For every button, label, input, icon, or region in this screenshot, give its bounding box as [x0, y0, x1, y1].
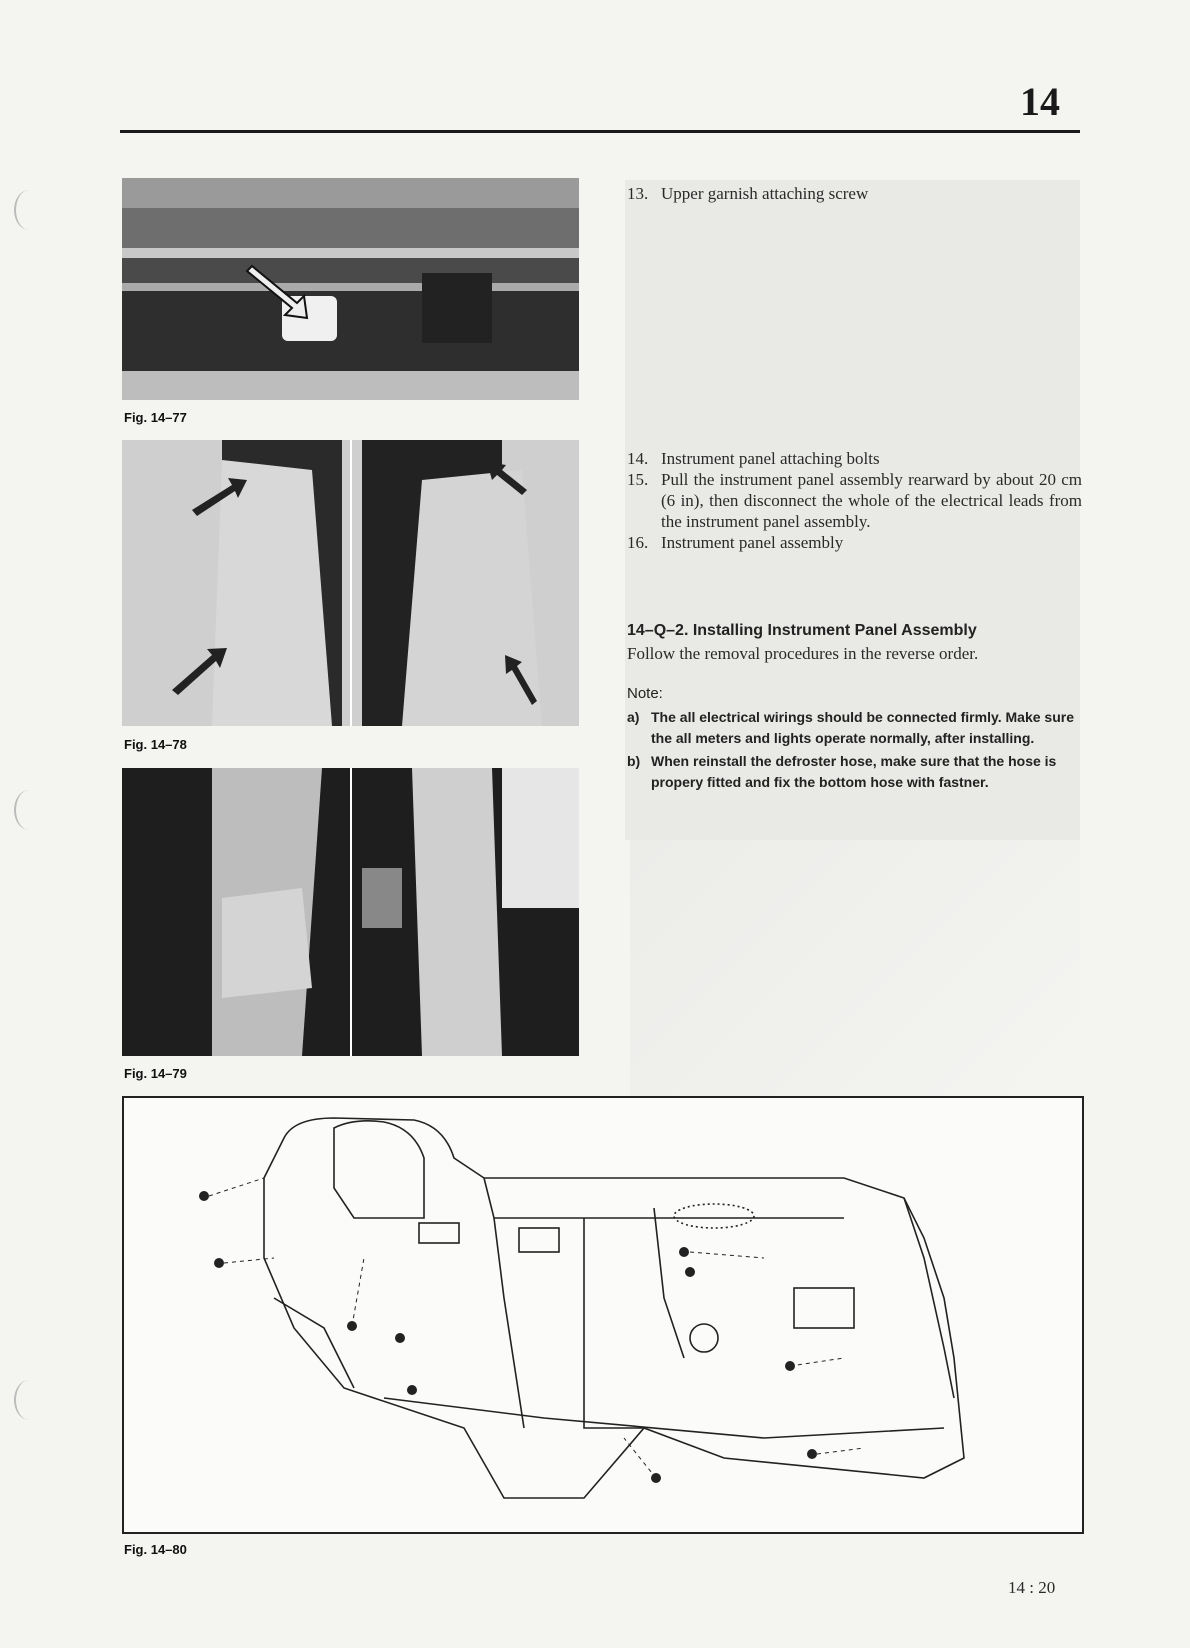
margin-mark: [14, 1380, 44, 1420]
page-number: 14 : 20: [1008, 1578, 1056, 1597]
photo-fig-14-78: [122, 440, 579, 726]
step-text: Upper garnish attaching screw: [661, 184, 869, 203]
caption-fig-14-80: Fig. 14–80: [124, 1542, 187, 1557]
chapter-number: 14: [1020, 79, 1060, 124]
photo-fig-14-77: [122, 178, 579, 400]
step-text: Pull the instrument panel assembly rearward by about 20 cm (6 in), then disconnect the whole of the electrical leads from the instrument panel assembly.: [661, 470, 1082, 531]
note-list: [627, 707, 1082, 793]
header-rule: [120, 130, 1080, 133]
note-item-b: [627, 751, 1082, 793]
section-heading: 14–Q–2. Installing Instrument Panel Assembly: [627, 622, 977, 639]
step-13: [627, 183, 1082, 204]
note-text: When reinstall the defroster hose, make sure that the hose is propery fitted and fix the bottom hose with fastner.: [651, 753, 1057, 790]
step-number: 13.: [627, 184, 649, 203]
diagram-fig-14-80: [122, 1096, 1084, 1534]
caption-fig-14-79: Fig. 14–79: [124, 1066, 187, 1081]
step-number: 14.: [627, 449, 649, 468]
section-intro: Follow the removal procedures in the reverse order.: [627, 644, 979, 663]
step-number: 15.: [627, 470, 649, 489]
caption-fig-14-77: Fig. 14–77: [124, 410, 187, 425]
margin-mark: [14, 790, 44, 830]
photo-fig-14-79: [122, 768, 579, 1056]
margin-mark: [14, 190, 44, 230]
step-text: Instrument panel attaching bolts: [661, 449, 880, 468]
step-number: 16.: [627, 533, 649, 552]
step-16: [627, 532, 1082, 553]
step-14: [627, 448, 1082, 469]
steps-mid: [627, 448, 1082, 553]
step-15: [627, 469, 1082, 532]
note-letter: a): [627, 709, 640, 725]
note-letter: b): [627, 753, 641, 769]
caption-fig-14-78: Fig. 14–78: [124, 737, 187, 752]
note-text: The all electrical wirings should be connected firmly. Make sure the all meters and lights operate normally, after installing.: [651, 709, 1074, 746]
note-label: Note:: [627, 685, 663, 702]
note-item-a: [627, 707, 1082, 749]
step-text: Instrument panel assembly: [661, 533, 844, 552]
steps-top: [627, 183, 1082, 204]
